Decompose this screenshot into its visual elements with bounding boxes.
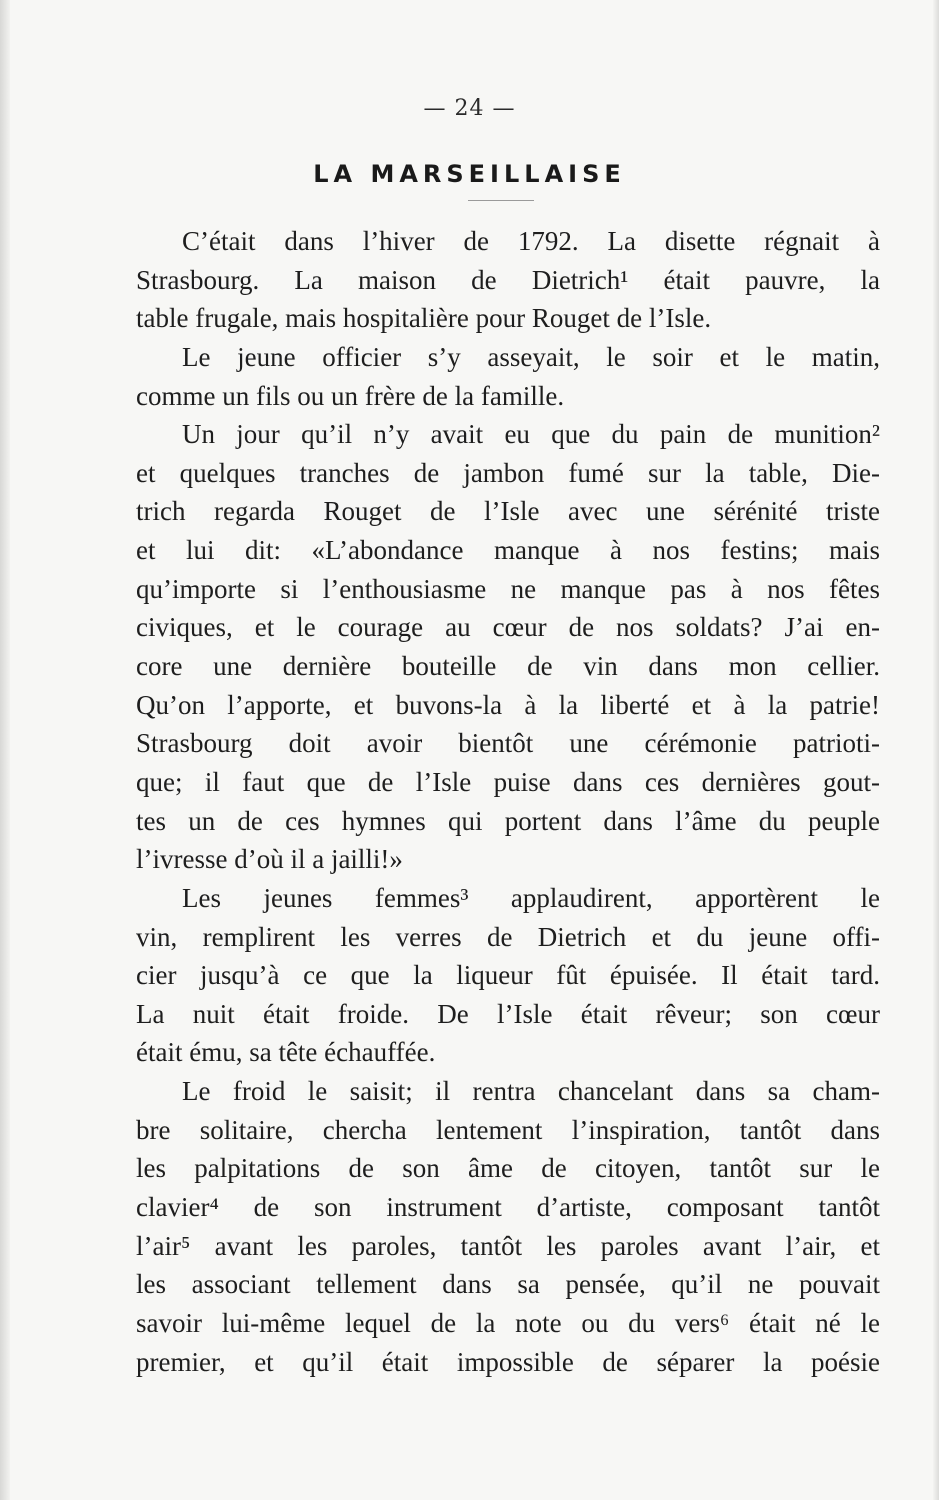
text-line: trich regarda Rouget de l’Isle avec une sérénité triste — [136, 496, 880, 527]
text-line: civiques, et le courage au cœur de nos soldats? J’ai en- — [136, 612, 880, 643]
text-line: que; il faut que de l’Isle puise dans ces dernières gout- — [136, 766, 880, 797]
text-line: table frugale, mais hospitalière pour Rouget de l’Isle. — [136, 303, 712, 334]
text-line: était ému, sa tête échauffée. — [136, 1037, 436, 1068]
text-line: comme un fils ou un frère de la famille. — [136, 380, 565, 411]
text-line: premier, et qu’il était impossible de séparer la poésie — [136, 1346, 880, 1377]
page-left-edge — [0, 0, 10, 1500]
text-line: Un jour qu’il n’y avait eu que du pain de munition² — [182, 419, 880, 450]
text-line: Qu’on l’apporte, et buvons-la à la liberté et à la patrie! — [136, 689, 880, 720]
text-line: les palpitations de son âme de citoyen, tantôt sur le — [136, 1153, 880, 1184]
text-line: qu’importe si l’enthousiasme ne manque pas à nos fêtes — [136, 573, 880, 604]
text-line: Le froid le saisit; il rentra chancelant dans sa cham- — [182, 1076, 880, 1107]
text-line: Strasbourg. La maison de Dietrich¹ était pauvre, la — [136, 264, 880, 295]
text-line: core une dernière bouteille de vin dans mon cellier. — [136, 651, 880, 682]
text-line: La nuit était froide. De l’Isle était rêveur; son cœur — [136, 998, 880, 1029]
text-line: et quelques tranches de jambon fumé sur la table, Die- — [136, 457, 880, 488]
text-line: bre solitaire, chercha lentement l’inspiration, tantôt dans — [136, 1114, 880, 1145]
text-line: l’ivresse d’où il a jailli!» — [136, 844, 403, 875]
text-line: cier jusqu’à ce que la liqueur fût épuisée. Il était tard. — [136, 960, 880, 991]
text-line: Strasbourg doit avoir bientôt une cérémonie patrioti- — [136, 728, 880, 759]
chapter-title: LA MARSEILLAISE — [313, 160, 626, 188]
text-line: Les jeunes femmes³ applaudirent, apportèrent le — [182, 882, 880, 913]
title-divider — [468, 200, 534, 201]
page-right-edge — [933, 0, 939, 1500]
text-line: tes un de ces hymnes qui portent dans l’âme du peuple — [136, 805, 880, 836]
text-line: vin, remplirent les verres de Dietrich et du jeune offi- — [136, 921, 880, 952]
text-line: les associant tellement dans sa pensée, qu’il ne pouvait — [136, 1269, 880, 1300]
text-line: clavier⁴ de son instrument d’artiste, composant tantôt — [136, 1192, 880, 1223]
page-number: — 24 — — [423, 96, 516, 121]
text-line: Le jeune officier s’y asseyait, le soir et le matin, — [182, 341, 880, 372]
text-line: C’était dans l’hiver de 1792. La disette régnait à — [182, 226, 880, 256]
text-line: et lui dit: «L’abondance manque à nos festins; mais — [136, 535, 880, 566]
text-line: savoir lui-même lequel de la note ou du vers⁶ était né le — [136, 1307, 880, 1338]
body-text — [136, 222, 880, 1381]
text-line: l’air⁵ avant les paroles, tantôt les paroles avant l’air, et — [136, 1230, 880, 1261]
